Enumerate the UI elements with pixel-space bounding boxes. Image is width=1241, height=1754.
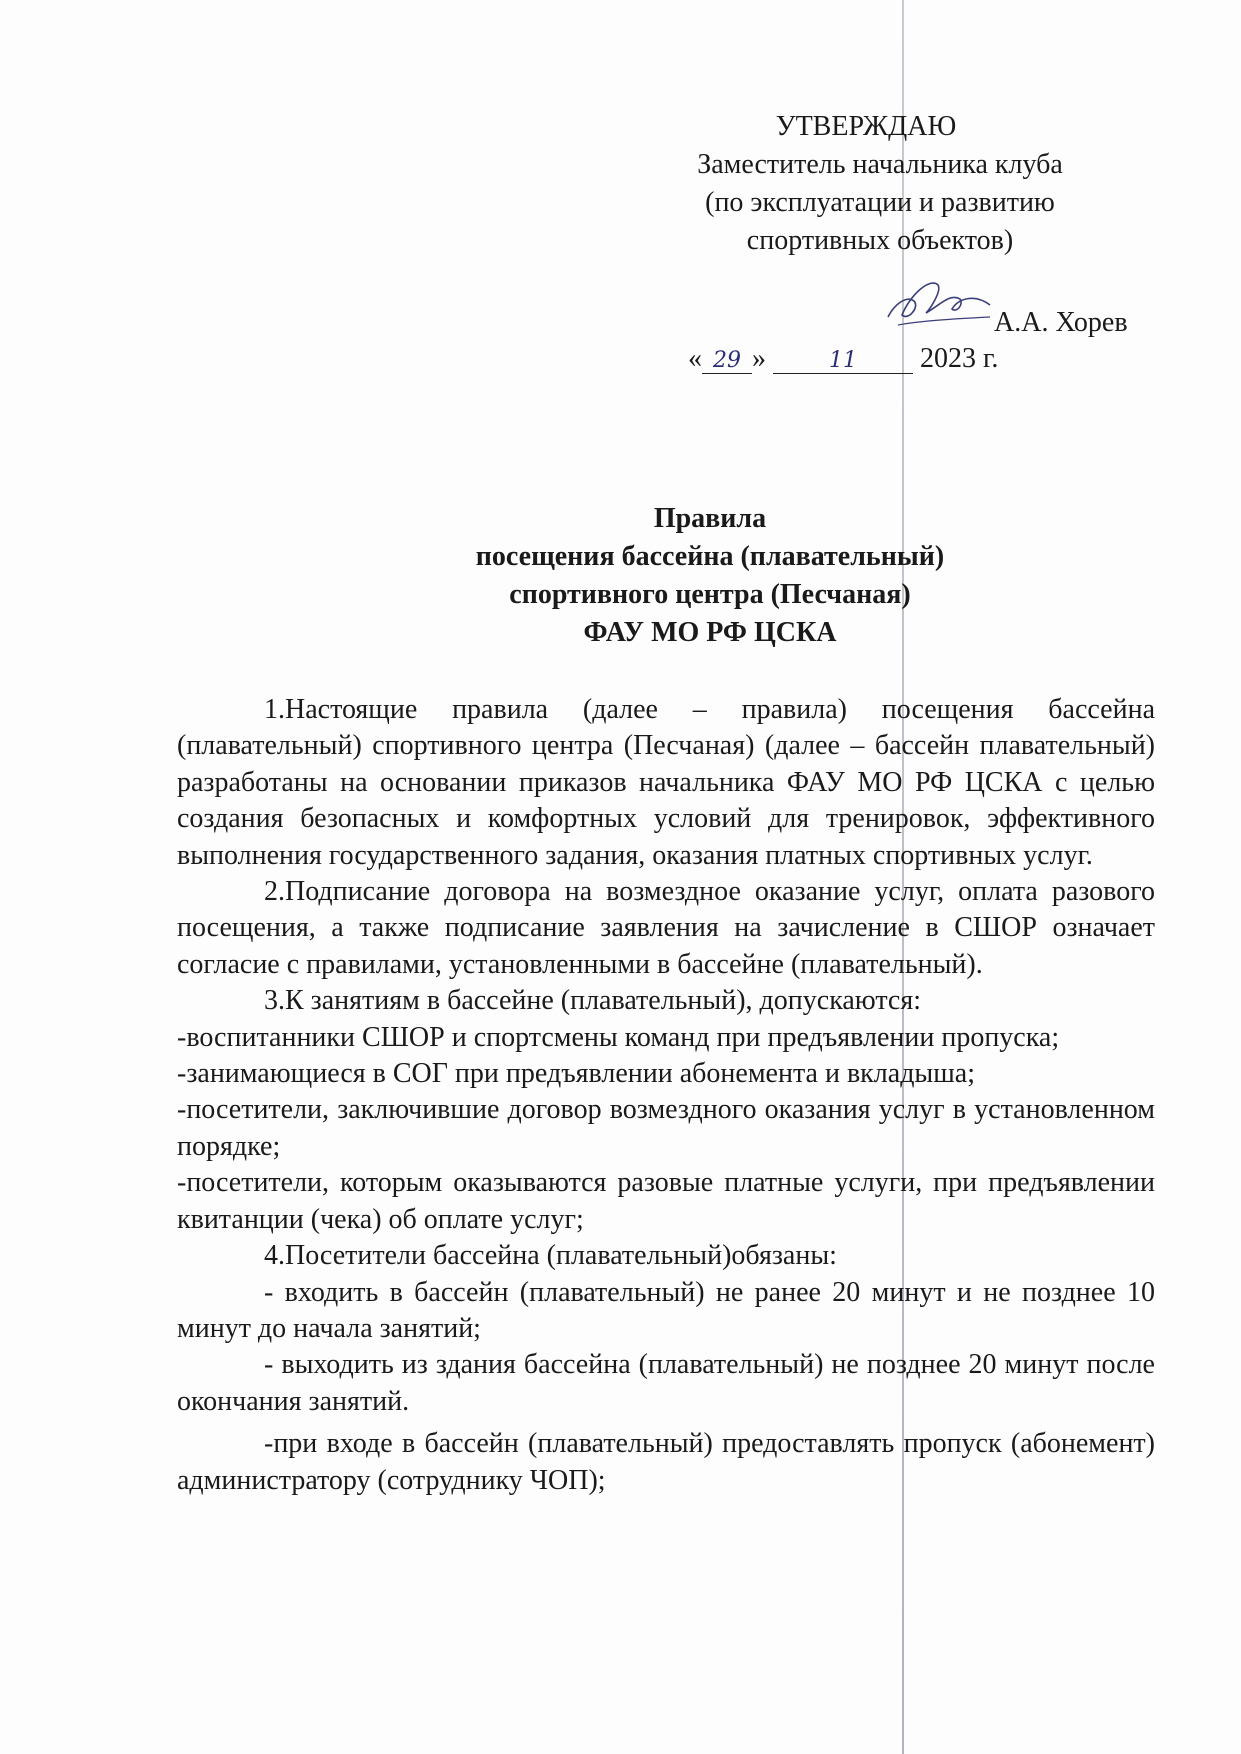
paragraph-2: 2.Подписание договора на возмездное оказание услуг, оплата разового посещения, а также подписание заявления на зачисление в СШОР означает согласие с правилами, установленными в бассейне (плавательный). (177, 876, 1155, 980)
list-item-3: -посетители, заключившие договор возмездного оказания услуг в установленном порядке; (177, 1094, 1155, 1162)
document-title (300, 500, 1120, 652)
date-open-quote: « (688, 343, 702, 374)
date-month: 11 (773, 348, 913, 374)
title-line-1: Правила (653, 503, 767, 534)
duty-item-3: -при входе в бассейн (плавательный) предоставлять пропуск (абонемент) администратору (сотруднику ЧОП); (177, 1428, 1155, 1496)
paragraph-4: 4.Посетители бассейна (плавательный)обязаны: (264, 1240, 837, 1272)
date-year: 2023 г. (920, 343, 999, 374)
date-day: 29 (702, 348, 752, 374)
title-line-4: ФАУ МО РФ ЦСКА (583, 617, 837, 648)
handwritten-signature (880, 265, 1000, 335)
approval-date (688, 343, 998, 375)
approval-position-line-1: Заместитель начальника клуба (697, 149, 1063, 180)
title-line-3: спортивного центра (Песчаная) (509, 579, 911, 610)
signer-name: А.А. Хорев (994, 307, 1128, 338)
list-item-2: -занимающиеся в СОГ при предъявлении абонемента и вкладыша; (177, 1058, 976, 1090)
document-body (177, 692, 1155, 1499)
list-item-1: -воспитанники СШОР и спортсмены команд при предъявлении пропуска; (177, 1021, 1060, 1053)
duty-item-2: - выходить из здания бассейна (плавательный) не позднее 20 минут после окончания занятий. (177, 1349, 1155, 1417)
list-item-4: -посетители, которым оказываются разовые платные услуги, при предъявлении квитанции (чека) об оплате услуг; (177, 1167, 1155, 1235)
title-line-2: посещения бассейна (плавательный) (475, 541, 945, 572)
approval-title: УТВЕРЖДАЮ (775, 111, 957, 142)
paragraph-1: 1.Настоящие правила (далее – правила) посещения бассейна (плавательный) спортивного центра (Песчаная) (далее – бассейн плавательный) разработаны на основании приказов начальника ФАУ МО РФ ЦСКА с целью создания безопасных и комфортных условий для тренировок, эффективного выполнения государственного задания, оказания платных спортивных услуг. (177, 694, 1155, 871)
paragraph-3: 3.К занятиям в бассейне (плавательный), допускаются: (264, 985, 922, 1017)
approval-block (640, 108, 1120, 260)
approval-position-line-2: (по эксплуатации и развитию (705, 187, 1055, 218)
date-close-quote: » (752, 343, 766, 374)
approval-position-line-3: спортивных объектов) (746, 225, 1014, 256)
duty-item-1: - входить в бассейн (плавательный) не ранее 20 минут и не позднее 10 минут до начала занятий; (177, 1276, 1155, 1344)
